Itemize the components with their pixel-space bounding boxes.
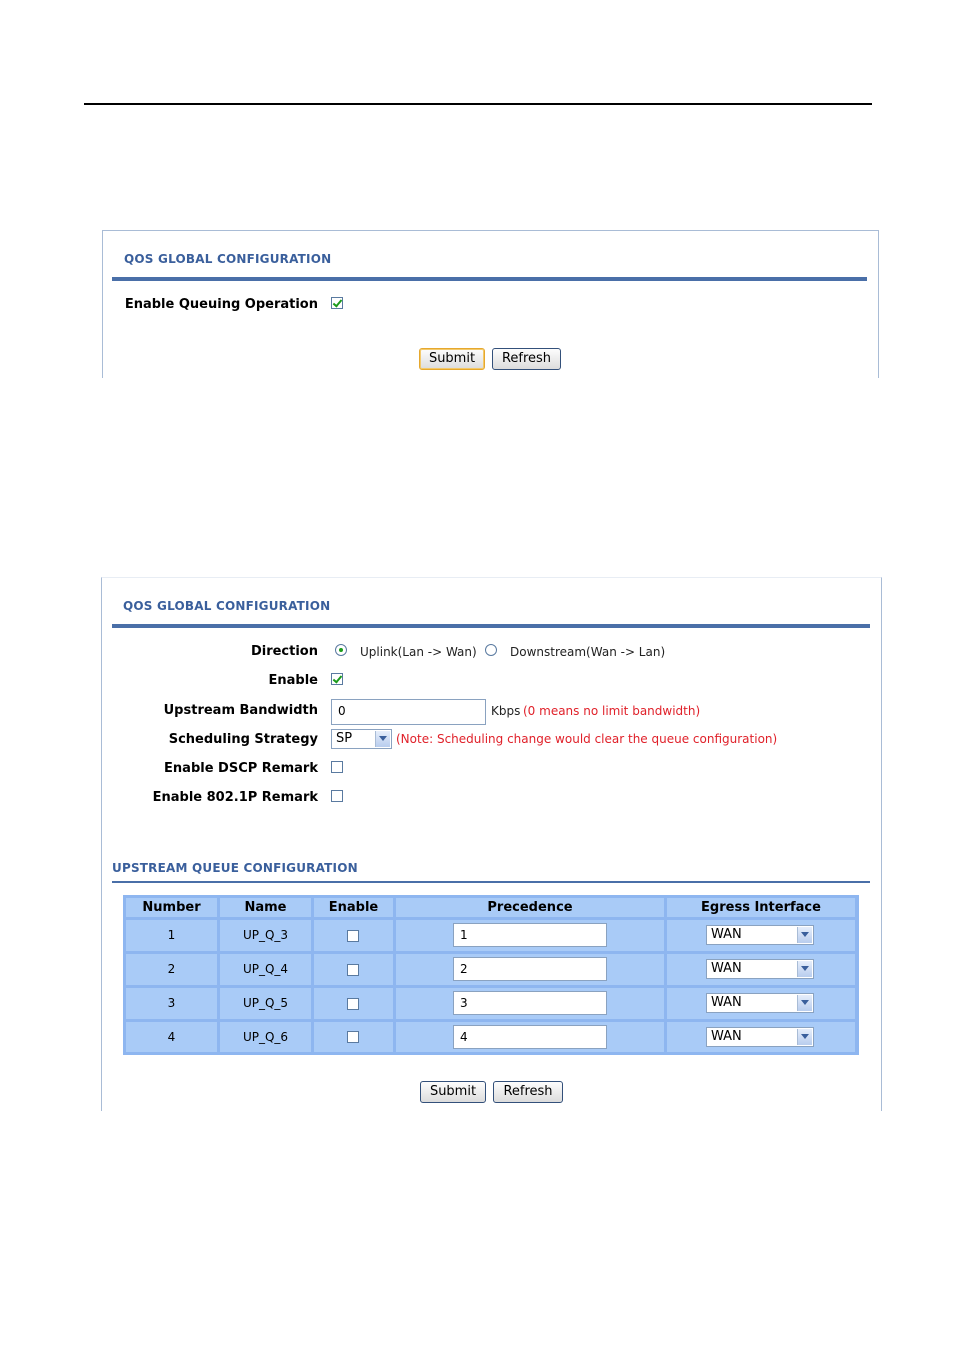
dot1p-remark-checkbox[interactable]: [331, 790, 343, 802]
precedence-input[interactable]: 2: [453, 957, 607, 981]
row-egress-cell: [667, 1022, 855, 1052]
header-precedence: Precedence: [396, 898, 664, 917]
row-name-cell: [220, 1022, 311, 1052]
row-number: 4: [167, 1030, 176, 1044]
scheduling-strategy-value: SP: [336, 731, 353, 746]
row-number: 1: [167, 928, 176, 942]
refresh-button[interactable]: Refresh: [492, 348, 561, 370]
row-enable-cell: [314, 988, 393, 1019]
row-number: 3: [167, 996, 176, 1010]
row-enable-cell: [314, 954, 393, 985]
refresh-button[interactable]: Refresh: [493, 1081, 563, 1103]
row-precedence-cell: [396, 920, 664, 951]
egress-interface-select[interactable]: [706, 925, 814, 945]
dot1p-remark-label: Enable 802.1P Remark: [152, 790, 318, 805]
dscp-remark-checkbox[interactable]: [331, 761, 343, 773]
submit-button[interactable]: Submit: [419, 348, 485, 370]
precedence-input[interactable]: 4: [453, 1025, 607, 1049]
row-enable-cell: [314, 920, 393, 951]
row-enable-checkbox[interactable]: [347, 964, 359, 976]
table-row: [126, 920, 217, 951]
chevron-down-icon: [797, 995, 812, 1011]
direction-downstream-label: Downstream(Wan -> Lan): [510, 645, 666, 659]
bandwidth-note: (0 means no limit bandwidth): [523, 704, 701, 718]
top-rule: [84, 103, 872, 105]
scheduling-note: (Note: Scheduling change would clear the queue configuration): [396, 732, 778, 746]
egress-value: WAN: [711, 995, 742, 1010]
egress-interface-select[interactable]: [706, 959, 814, 979]
panel-title-bar: [112, 277, 867, 281]
submit-button[interactable]: Submit: [420, 1081, 486, 1103]
precedence-input[interactable]: 3: [453, 991, 607, 1015]
upstream-bandwidth-label: Upstream Bandwidth: [163, 703, 318, 718]
egress-value: WAN: [711, 961, 742, 976]
header-name: Name: [220, 898, 311, 917]
dscp-remark-label: Enable DSCP Remark: [164, 761, 318, 776]
direction-downstream-radio[interactable]: [485, 644, 497, 656]
enable-queuing-checkbox[interactable]: [331, 297, 343, 309]
row-enable-checkbox[interactable]: [347, 930, 359, 942]
row-enable-checkbox[interactable]: [347, 998, 359, 1010]
queue-section-title: UPSTREAM QUEUE CONFIGURATION: [112, 861, 358, 875]
egress-value: WAN: [711, 927, 742, 942]
chevron-down-icon: [797, 1029, 812, 1045]
table-row: [126, 1022, 217, 1052]
chevron-down-icon: [797, 927, 812, 943]
row-name: UP_Q_4: [242, 962, 289, 976]
row-precedence-cell: [396, 954, 664, 985]
header-egress: Egress Interface: [667, 898, 855, 917]
panel-title: QOS GLOBAL CONFIGURATION: [124, 252, 332, 266]
row-egress-cell: [667, 954, 855, 985]
scheduling-strategy-select[interactable]: [331, 729, 392, 749]
row-precedence-cell: [396, 1022, 664, 1052]
row-name: UP_Q_5: [242, 996, 289, 1010]
enable-queuing-label: Enable Queuing Operation: [124, 297, 318, 312]
row-number: 2: [167, 962, 176, 976]
row-precedence-cell: [396, 988, 664, 1019]
upstream-bandwidth-input[interactable]: 0: [331, 699, 486, 725]
header-enable: Enable: [314, 898, 393, 917]
direction-uplink-label: Uplink(Lan -> Wan): [360, 645, 477, 659]
direction-uplink-radio[interactable]: [335, 644, 347, 656]
precedence-input[interactable]: 1: [453, 923, 607, 947]
chevron-down-icon: [375, 731, 390, 747]
row-egress-cell: [667, 920, 855, 951]
egress-value: WAN: [711, 1029, 742, 1044]
row-name-cell: [220, 988, 311, 1019]
enable-checkbox[interactable]: [331, 673, 343, 685]
queue-table: [123, 895, 859, 1055]
row-egress-cell: [667, 988, 855, 1019]
panel-title-bar: [112, 624, 870, 628]
direction-label: Direction: [250, 644, 318, 659]
table-row: [126, 988, 217, 1019]
queue-title-bar: [112, 881, 870, 883]
chevron-down-icon: [797, 961, 812, 977]
panel-title: QOS GLOBAL CONFIGURATION: [123, 599, 331, 613]
row-name: UP_Q_3: [242, 928, 289, 942]
row-name: UP_Q_6: [242, 1030, 289, 1044]
egress-interface-select[interactable]: [706, 993, 814, 1013]
row-enable-cell: [314, 1022, 393, 1052]
row-name-cell: [220, 920, 311, 951]
row-enable-checkbox[interactable]: [347, 1031, 359, 1043]
enable-label: Enable: [268, 673, 318, 688]
egress-interface-select[interactable]: [706, 1027, 814, 1047]
scheduling-strategy-label: Scheduling Strategy: [168, 732, 318, 747]
bandwidth-unit: Kbps: [491, 704, 521, 718]
header-number: Number: [126, 898, 217, 917]
row-name-cell: [220, 954, 311, 985]
table-row: [126, 954, 217, 985]
